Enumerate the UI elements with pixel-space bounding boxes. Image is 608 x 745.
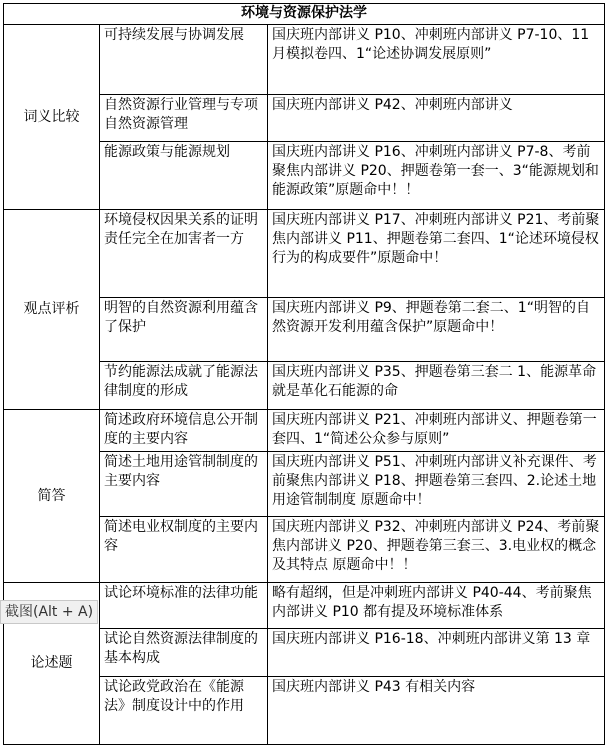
topic-cell: 试论政党政治在《能源法》制度设计中的作用 <box>100 677 268 745</box>
exam-topic-table <box>3 3 605 745</box>
topic-cell: 环境侵权因果关系的证明责任完全在加害者一方 <box>100 210 268 298</box>
source-cell: 国庆班内部讲义 P43 有相关内容 <box>268 677 605 745</box>
topic-cell: 节约能源法成就了能源法律制度的形成 <box>100 362 268 410</box>
source-cell: 国庆班内部讲义 P35、押题卷第三套二 1、能源革命就是革化石能源的命 <box>268 362 605 410</box>
topic-cell: 简述电业权制度的主要内容 <box>100 517 268 583</box>
category-cell: 论述题 <box>4 583 100 745</box>
topic-cell: 明智的自然资源利用蕴含了保护 <box>100 298 268 362</box>
category-cell: 观点评析 <box>4 210 100 410</box>
topic-cell: 能源政策与能源规划 <box>100 142 268 210</box>
source-cell: 国庆班内部讲义 P51、冲刺班内部讲义补充课件、考前聚焦内部讲义 P18、押题卷第三套四、2.论述土地用途管制制度 原题命中！ <box>268 452 605 517</box>
source-cell: 国庆班内部讲义 P10、冲刺班内部讲义 P7-10、11 月模拟卷四、1“论述协调发展原则” <box>268 25 605 95</box>
source-cell: 国庆班内部讲义 P9、押题卷第二套二、1“明智的自然资源开发利用蕴含保护”原题命中！ <box>268 298 605 362</box>
table-row <box>4 25 605 95</box>
topic-cell: 试论自然资源法律制度的基本构成 <box>100 629 268 677</box>
topic-cell: 简述土地用途管制制度的主要内容 <box>100 452 268 517</box>
topic-cell: 简述政府环境信息公开制度的主要内容 <box>100 410 268 452</box>
topic-cell: 试论环境标准的法律功能 <box>100 583 268 629</box>
screenshot-tooltip: 截图(Alt + A) <box>0 600 98 624</box>
source-cell: 国庆班内部讲义 P16、冲刺班内部讲义 P7-8、考前聚焦内部讲义 P20、押题卷第一套一、3“能源规划和能源政策”原题命中！！ <box>268 142 605 210</box>
topic-cell: 自然资源行业管理与专项自然资源管理 <box>100 95 268 142</box>
category-cell: 词义比较 <box>4 25 100 210</box>
table-row <box>4 410 605 452</box>
source-cell: 略有超纲，但是冲刺班内部讲义 P40-44、考前聚焦内部讲义 P10 都有提及环境标准体系 <box>268 583 605 629</box>
source-cell: 国庆班内部讲义 P32、冲刺班内部讲义 P24、考前聚焦内部讲义 P20、押题卷第三套三、3.电业权的概念及其特点 原题命中！！ <box>268 517 605 583</box>
topic-cell: 可持续发展与协调发展 <box>100 25 268 95</box>
table-row <box>4 210 605 298</box>
table-title: 环境与资源保护法学 <box>4 4 605 25</box>
source-cell: 国庆班内部讲义 P21、冲刺班内部讲义、押题卷第一套四、1“简述公众参与原则” <box>268 410 605 452</box>
source-cell: 国庆班内部讲义 P17、冲刺班内部讲义 P21、考前聚焦内部讲义 P11、押题卷第二套四、1“论述环境侵权行为的构成要件”原题命中！ <box>268 210 605 298</box>
source-cell: 国庆班内部讲义 P42、冲刺班内部讲义 <box>268 95 605 142</box>
category-cell: 简答 <box>4 410 100 583</box>
source-cell: 国庆班内部讲义 P16-18、冲刺班内部讲义第 13 章 <box>268 629 605 677</box>
